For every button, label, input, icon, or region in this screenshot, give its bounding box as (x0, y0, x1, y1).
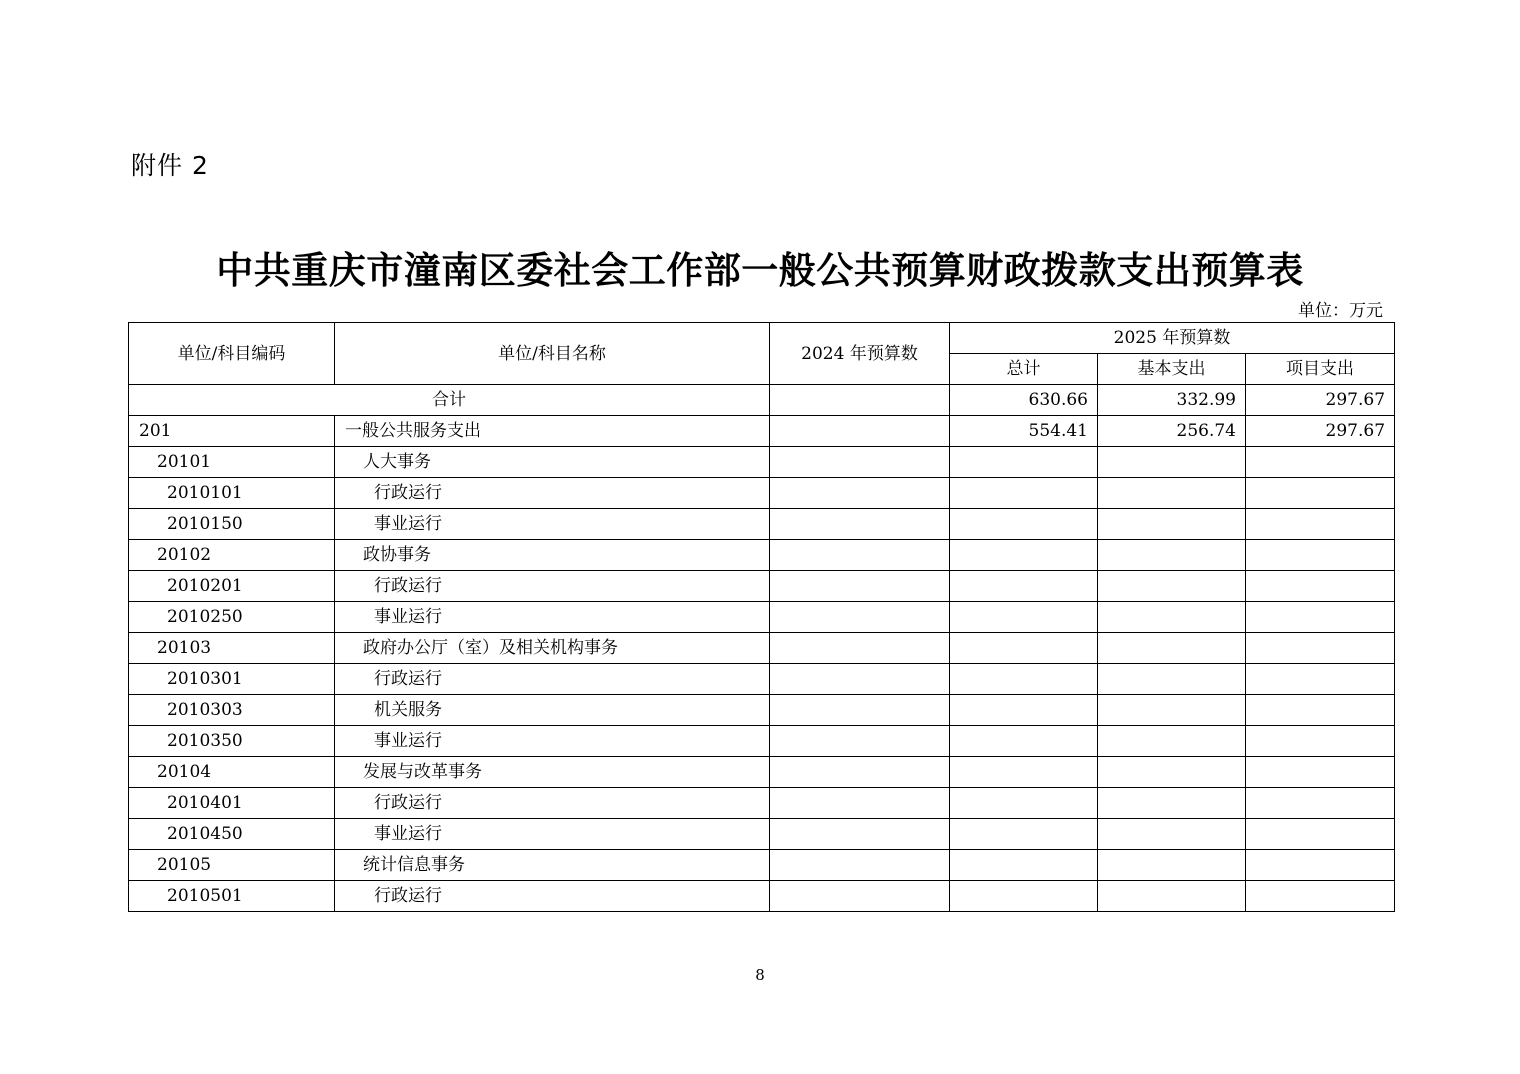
row-code: 20105 (129, 850, 335, 881)
row-project (1246, 850, 1395, 881)
row-total (950, 540, 1098, 571)
table-row (129, 664, 1395, 695)
row-project (1246, 633, 1395, 664)
total-basic: 332.99 (1098, 385, 1246, 416)
table-row (129, 416, 1395, 447)
row-project (1246, 664, 1395, 695)
row-name: 人大事务 (335, 447, 770, 478)
table-row (129, 447, 1395, 478)
row-project (1246, 819, 1395, 850)
attachment-label: 附件 2 (131, 151, 209, 180)
row-basic (1098, 664, 1246, 695)
row-budget-2024 (770, 633, 950, 664)
row-basic (1098, 695, 1246, 726)
row-code: 2010450 (129, 819, 335, 850)
header-project: 项目支出 (1246, 354, 1395, 385)
table-row (129, 602, 1395, 633)
row-project (1246, 602, 1395, 633)
row-basic (1098, 447, 1246, 478)
row-basic (1098, 850, 1246, 881)
row-project: 297.67 (1246, 416, 1395, 447)
table-row (129, 571, 1395, 602)
row-name: 事业运行 (335, 819, 770, 850)
row-total (950, 571, 1098, 602)
row-project (1246, 695, 1395, 726)
row-name: 政府办公厅（室）及相关机构事务 (335, 633, 770, 664)
row-project (1246, 478, 1395, 509)
row-name: 行政运行 (335, 788, 770, 819)
row-basic (1098, 819, 1246, 850)
row-code: 201 (129, 416, 335, 447)
table-row (129, 819, 1395, 850)
row-code: 2010350 (129, 726, 335, 757)
row-code: 2010150 (129, 509, 335, 540)
row-project (1246, 571, 1395, 602)
row-budget-2024 (770, 819, 950, 850)
row-basic (1098, 633, 1246, 664)
row-code: 2010401 (129, 788, 335, 819)
row-code: 2010201 (129, 571, 335, 602)
row-budget-2024 (770, 509, 950, 540)
row-name: 一般公共服务支出 (335, 416, 770, 447)
row-code: 20102 (129, 540, 335, 571)
row-budget-2024 (770, 788, 950, 819)
row-total (950, 819, 1098, 850)
row-project (1246, 509, 1395, 540)
row-project (1246, 757, 1395, 788)
table-row (129, 757, 1395, 788)
row-name: 事业运行 (335, 602, 770, 633)
page-title: 中共重庆市潼南区委社会工作部一般公共预算财政拨款支出预算表 (216, 249, 1304, 292)
row-total: 554.41 (950, 416, 1098, 447)
table-row (129, 726, 1395, 757)
row-code: 2010501 (129, 881, 335, 912)
row-name: 行政运行 (335, 478, 770, 509)
table-row (129, 633, 1395, 664)
row-name: 政协事务 (335, 540, 770, 571)
row-code: 2010101 (129, 478, 335, 509)
row-budget-2024 (770, 447, 950, 478)
row-project (1246, 881, 1395, 912)
row-total (950, 788, 1098, 819)
row-total (950, 633, 1098, 664)
header-total: 总计 (950, 354, 1098, 385)
row-budget-2024 (770, 850, 950, 881)
row-basic (1098, 726, 1246, 757)
table-row (129, 788, 1395, 819)
row-total (950, 695, 1098, 726)
row-total (950, 850, 1098, 881)
row-budget-2024 (770, 757, 950, 788)
header-code: 单位/科目编码 (129, 323, 335, 385)
header-name: 单位/科目名称 (335, 323, 770, 385)
row-budget-2024 (770, 571, 950, 602)
row-budget-2024 (770, 416, 950, 447)
total-label: 合计 (129, 385, 770, 416)
row-project (1246, 540, 1395, 571)
table-row (129, 509, 1395, 540)
row-basic (1098, 788, 1246, 819)
row-basic (1098, 602, 1246, 633)
row-total (950, 509, 1098, 540)
row-basic (1098, 478, 1246, 509)
row-project (1246, 726, 1395, 757)
row-code: 20104 (129, 757, 335, 788)
row-total (950, 478, 1098, 509)
row-code: 20103 (129, 633, 335, 664)
table-row (129, 695, 1395, 726)
row-budget-2024 (770, 664, 950, 695)
total-budget-2024 (770, 385, 950, 416)
row-basic: 256.74 (1098, 416, 1246, 447)
table-body (129, 385, 1395, 912)
row-budget-2024 (770, 602, 950, 633)
row-project (1246, 447, 1395, 478)
table-row (129, 881, 1395, 912)
unit-label: 单位：万元 (1298, 301, 1383, 321)
budget-table (128, 322, 1395, 912)
row-budget-2024 (770, 726, 950, 757)
page-number: 8 (755, 966, 765, 984)
row-name: 行政运行 (335, 881, 770, 912)
table-row (129, 850, 1395, 881)
row-total (950, 447, 1098, 478)
row-code: 2010303 (129, 695, 335, 726)
row-budget-2024 (770, 695, 950, 726)
row-total (950, 726, 1098, 757)
table-row (129, 540, 1395, 571)
row-budget-2024 (770, 881, 950, 912)
row-code: 20101 (129, 447, 335, 478)
row-name: 机关服务 (335, 695, 770, 726)
header-basic: 基本支出 (1098, 354, 1246, 385)
row-name: 行政运行 (335, 664, 770, 695)
row-name: 事业运行 (335, 726, 770, 757)
row-basic (1098, 757, 1246, 788)
row-budget-2024 (770, 478, 950, 509)
row-total (950, 664, 1098, 695)
row-name: 发展与改革事务 (335, 757, 770, 788)
table-row (129, 478, 1395, 509)
row-basic (1098, 540, 1246, 571)
row-code: 2010250 (129, 602, 335, 633)
row-budget-2024 (770, 540, 950, 571)
row-name: 统计信息事务 (335, 850, 770, 881)
row-code: 2010301 (129, 664, 335, 695)
row-project (1246, 788, 1395, 819)
row-name: 事业运行 (335, 509, 770, 540)
header-budget-2025: 2025 年预算数 (950, 323, 1395, 354)
row-basic (1098, 509, 1246, 540)
row-total (950, 881, 1098, 912)
row-basic (1098, 571, 1246, 602)
row-basic (1098, 881, 1246, 912)
row-total (950, 602, 1098, 633)
header-budget-2024: 2024 年预算数 (770, 323, 950, 385)
total-row (129, 385, 1395, 416)
row-name: 行政运行 (335, 571, 770, 602)
total-project: 297.67 (1246, 385, 1395, 416)
row-total (950, 757, 1098, 788)
total-total: 630.66 (950, 385, 1098, 416)
